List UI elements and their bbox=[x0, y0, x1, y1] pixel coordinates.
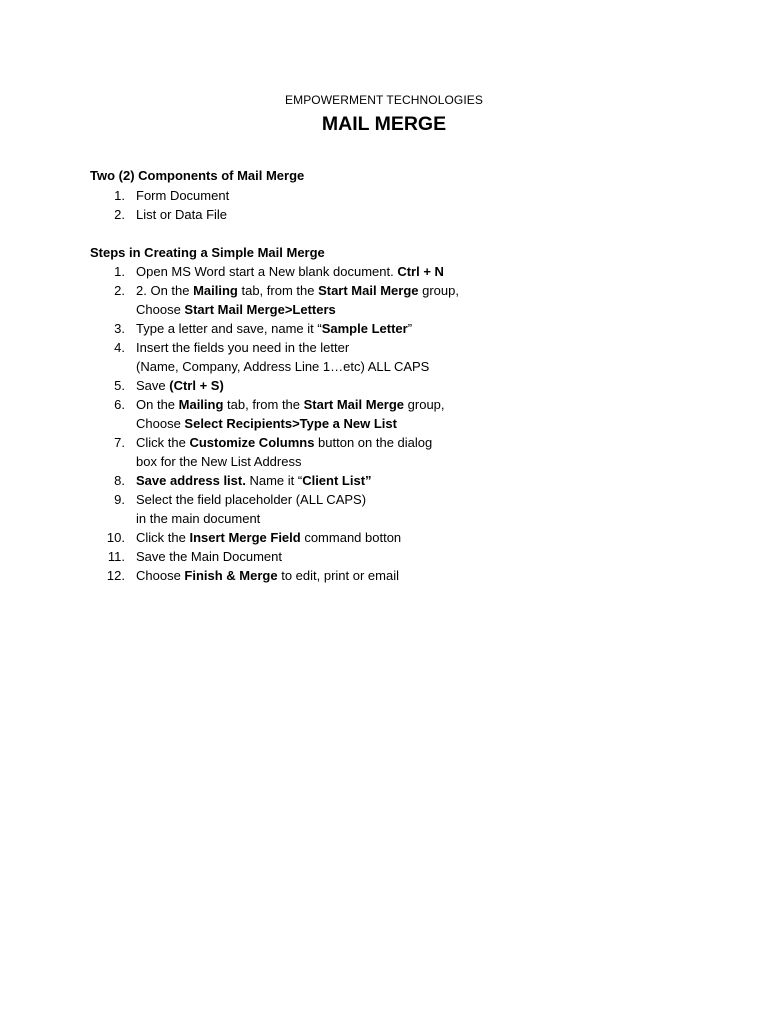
step-bold-text: Save address list. bbox=[136, 473, 246, 488]
step-text: in the main document bbox=[136, 511, 261, 526]
step-item-11 bbox=[90, 547, 459, 566]
step-line bbox=[90, 509, 459, 528]
step-bold-text: (Ctrl + S) bbox=[169, 378, 224, 393]
step-text: Click the bbox=[136, 530, 190, 545]
step-item-4 bbox=[90, 338, 459, 376]
step-bold-text: Client List” bbox=[302, 473, 372, 488]
step-text: Choose bbox=[136, 568, 185, 583]
list-item-number: 1. bbox=[114, 188, 125, 203]
step-bold-text: Mailing bbox=[178, 397, 224, 412]
step-number: 12. bbox=[106, 568, 125, 583]
step-number: 2. bbox=[114, 283, 125, 298]
step-line bbox=[90, 300, 459, 319]
document-subject: EMPOWERMENT TECHNOLOGIES bbox=[285, 93, 483, 107]
step-line bbox=[90, 452, 459, 471]
step-line bbox=[90, 376, 459, 395]
step-line bbox=[90, 281, 459, 300]
step-item-6 bbox=[90, 395, 459, 433]
step-line bbox=[90, 433, 459, 452]
step-text: to edit, print or email bbox=[277, 568, 399, 583]
step-text: On the bbox=[136, 397, 179, 412]
step-number: 1. bbox=[114, 264, 125, 279]
step-number: 10. bbox=[106, 530, 125, 545]
step-bold-text: Sample Letter bbox=[321, 321, 408, 336]
step-number: 4. bbox=[114, 340, 125, 355]
list-item-number: 2. bbox=[114, 207, 125, 222]
steps-list bbox=[90, 262, 459, 585]
step-line bbox=[90, 338, 459, 357]
document-title: MAIL MERGE bbox=[321, 113, 447, 135]
step-line bbox=[90, 414, 459, 433]
step-number: 3. bbox=[114, 321, 125, 336]
list-item bbox=[90, 186, 229, 205]
step-text: Insert the fields you need in the letter bbox=[136, 340, 350, 355]
step-bold-text: Insert Merge Field bbox=[189, 530, 301, 545]
step-item-8 bbox=[90, 471, 459, 490]
step-item-7 bbox=[90, 433, 459, 471]
step-line bbox=[90, 528, 459, 547]
step-text: Name it “ bbox=[245, 473, 303, 488]
components-list bbox=[90, 186, 229, 224]
step-bold-text: Start Mail Merge>Letters bbox=[184, 302, 336, 317]
step-bold-text: Select Recipients>Type a New List bbox=[184, 416, 397, 431]
step-text: Select the field placeholder (ALL CAPS) bbox=[136, 492, 367, 507]
step-text: group, bbox=[418, 283, 459, 298]
step-line bbox=[90, 490, 459, 509]
steps-heading: Steps in Creating a Simple Mail Merge bbox=[90, 245, 325, 260]
step-item-2 bbox=[90, 281, 459, 319]
step-text: 2. On the bbox=[136, 283, 194, 298]
step-line bbox=[90, 319, 459, 338]
step-text: button on the dialog bbox=[314, 435, 433, 450]
step-bold-text: Start Mail Merge bbox=[303, 397, 405, 412]
step-number: 11. bbox=[107, 549, 125, 564]
step-text: tab, from the bbox=[237, 283, 319, 298]
step-number: 5. bbox=[114, 378, 125, 393]
step-text: tab, from the bbox=[223, 397, 304, 412]
step-text: command botton bbox=[300, 530, 402, 545]
step-line bbox=[90, 547, 459, 566]
step-line bbox=[90, 395, 459, 414]
step-text: group, bbox=[404, 397, 445, 412]
step-text: Choose bbox=[136, 302, 185, 317]
step-number: 6. bbox=[114, 397, 125, 412]
step-line bbox=[90, 566, 459, 585]
list-item bbox=[90, 205, 229, 224]
list-item-text: List or Data File bbox=[136, 207, 228, 222]
components-heading: Two (2) Components of Mail Merge bbox=[90, 168, 305, 183]
step-item-1 bbox=[90, 262, 459, 281]
step-text: Choose bbox=[136, 416, 185, 431]
step-bold-text: Start Mail Merge bbox=[318, 283, 419, 298]
step-text: Save bbox=[136, 378, 170, 393]
step-line bbox=[90, 357, 459, 376]
step-line bbox=[90, 262, 459, 281]
step-bold-text: Finish & Merge bbox=[184, 568, 278, 583]
step-text: Type a letter and save, name it “ bbox=[136, 321, 322, 336]
step-bold-text: Mailing bbox=[193, 283, 238, 298]
step-bold-text: Ctrl + N bbox=[397, 264, 444, 279]
step-line bbox=[90, 471, 459, 490]
step-number: 9. bbox=[114, 492, 125, 507]
step-item-3 bbox=[90, 319, 459, 338]
step-item-12 bbox=[90, 566, 459, 585]
step-number: 7. bbox=[114, 435, 125, 450]
step-text: Open MS Word start a New blank document. bbox=[136, 264, 398, 279]
step-text: Save the Main Document bbox=[136, 549, 282, 564]
step-number: 8. bbox=[114, 473, 125, 488]
list-item-text: Form Document bbox=[136, 188, 230, 203]
step-item-9 bbox=[90, 490, 459, 528]
step-text: ” bbox=[407, 321, 413, 336]
step-bold-text: Customize Columns bbox=[189, 435, 315, 450]
step-item-10 bbox=[90, 528, 459, 547]
step-text: box for the New List Address bbox=[136, 454, 302, 469]
step-text: (Name, Company, Address Line 1…etc) ALL CAPS bbox=[136, 359, 430, 374]
step-item-5 bbox=[90, 376, 459, 395]
step-text: Click the bbox=[136, 435, 190, 450]
